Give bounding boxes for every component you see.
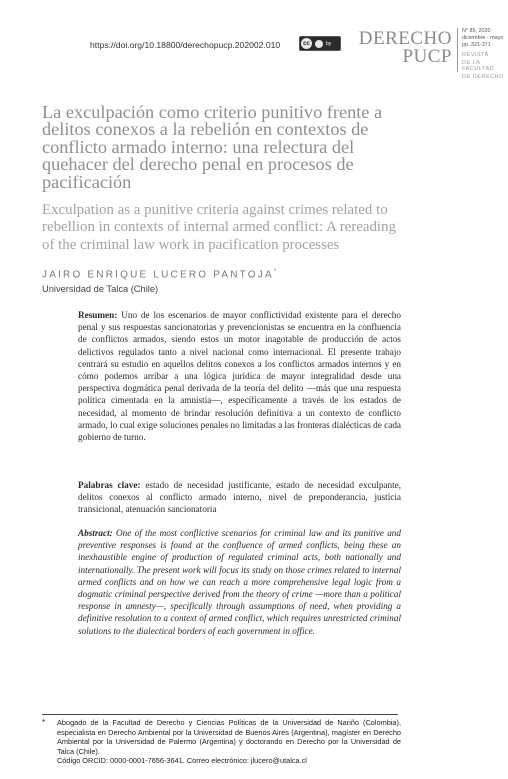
issue-number: N° 85, 2020: [462, 28, 491, 34]
issue-info: [462, 28, 508, 80]
article-title-es: La exculpación como criterio punitivo frente a delitos conexos a la rebelión en contextos de conflicto armado interno: una relectura del quehacer del derecho penal en procesos de pacificación: [42, 102, 383, 192]
abstract-en-text: One of the most conflictive scenarios for criminal law and its punitive and preventive responses is found at the confluence of armed conflicts, being these an inexhaustible engine of production of regulated criminal acts, both nationally and internationally. The present work will focus its study on those crimes related to internal armed conflicts and on how we can reach a more comprehensive legal logic from a dogmatic criminal perspective derived from the theory of crime —more than a political response in amnesty—, specifically through assumptions of need, when providing a definitive resolution to a context of armed conflict, which requires unrestricted criminal solutions to the dialectical borders of each government in office.: [78, 528, 401, 636]
article-title-en: Exculpation as a punitive criteria against crimes related to rebellion in contexts of internal armed conflict: A rereading of the criminal law work in pacification processes: [42, 202, 396, 253]
header-divider: [457, 28, 458, 72]
journal-logo: [352, 30, 452, 66]
cc-license-badge[interactable]: [299, 36, 341, 51]
author-name: [42, 269, 276, 280]
keywords-es-text: estado de necesidad justificante, estado de necesidad exculpante, delitos conexos al conflicto armado interno, nivel de preponderancia, justicia transicional, atenuación sancionatoria: [78, 480, 402, 515]
journal-subtitle-3: DE DERECHO: [462, 74, 504, 81]
abstract-en-label: Abstract:: [78, 528, 113, 538]
issue-pages: pp. 321-371: [462, 42, 491, 49]
journal-subtitle-2: DE LA FACULTAD: [462, 59, 495, 73]
keywords-es: [78, 479, 401, 516]
footnote-rule: [42, 714, 398, 715]
journal-name-line1: DERECHO: [358, 28, 452, 49]
author-name-text: JAIRO ENRIQUE LUCERO PANTOJA: [42, 269, 274, 281]
footnote-mark: *: [42, 718, 46, 727]
issue-period: diciembre - mayo: [462, 35, 504, 42]
author-footnote-mark[interactable]: *: [273, 269, 277, 275]
author-footnote: [57, 718, 401, 766]
doi-link[interactable]: https://doi.org/10.18800/derechopucp.202002.010: [90, 40, 281, 50]
abstract-es-label: Resumen:: [78, 310, 118, 320]
creative-commons-icon: cc: [301, 38, 312, 49]
journal-subtitle-1: REVISTA: [462, 51, 489, 58]
attribution-icon: [315, 40, 323, 48]
author-affiliation: Universidad de Talca (Chile): [42, 284, 159, 294]
footnote-orcid: Código ORCID: 0000-0001-7656-3641. Correo electrónico: jlucero@utalca.cl: [57, 756, 307, 766]
abstract-es-text: Uno de los escenarios de mayor conflictividad existente para el derecho penal y sus respuestas sancionatorias y prevencionistas se encuentra en la confluencia de conflictos armados, siendo estos un motor inagotable de producción de actos delictivos regulados tanto a nivel nacional como internacional. El presente trabajo centrará su estudio en aquellos delitos conexos a los conflictos armados internos y en cómo podemos arribar a una lógica jurídica de mayor integralidad desde una perspectiva dogmática penal derivada de la teoría del delito —más que una respuesta política cimentada en la amnistía—, específicamente a través de los estados de necesidad, al momento de brindar resolución definitiva a un contexto de conflicto armado, lo cual exige soluciones penales no limitadas a las fronteras dialécticas de cada gobierno de turno.: [78, 310, 401, 443]
abstract-es: [78, 309, 401, 443]
abstract-en: [78, 527, 401, 637]
footnote-text: Abogado de la Facultad de Derecho y Ciencias Políticas de la Universidad de Nariño (Colombia), especialista en Derecho Ambiental por la Universidad de Buenos Aires (Argentina), magíster en Derecho Ambiental por la Universidad de Palermo (Argentina) y doctorando en Derecho por la Universidad de Talca (Chile).: [57, 718, 401, 756]
journal-name-line2: PUCP: [402, 46, 452, 67]
license-label: by: [326, 40, 332, 47]
keywords-es-label: Palabras clave:: [78, 480, 141, 490]
